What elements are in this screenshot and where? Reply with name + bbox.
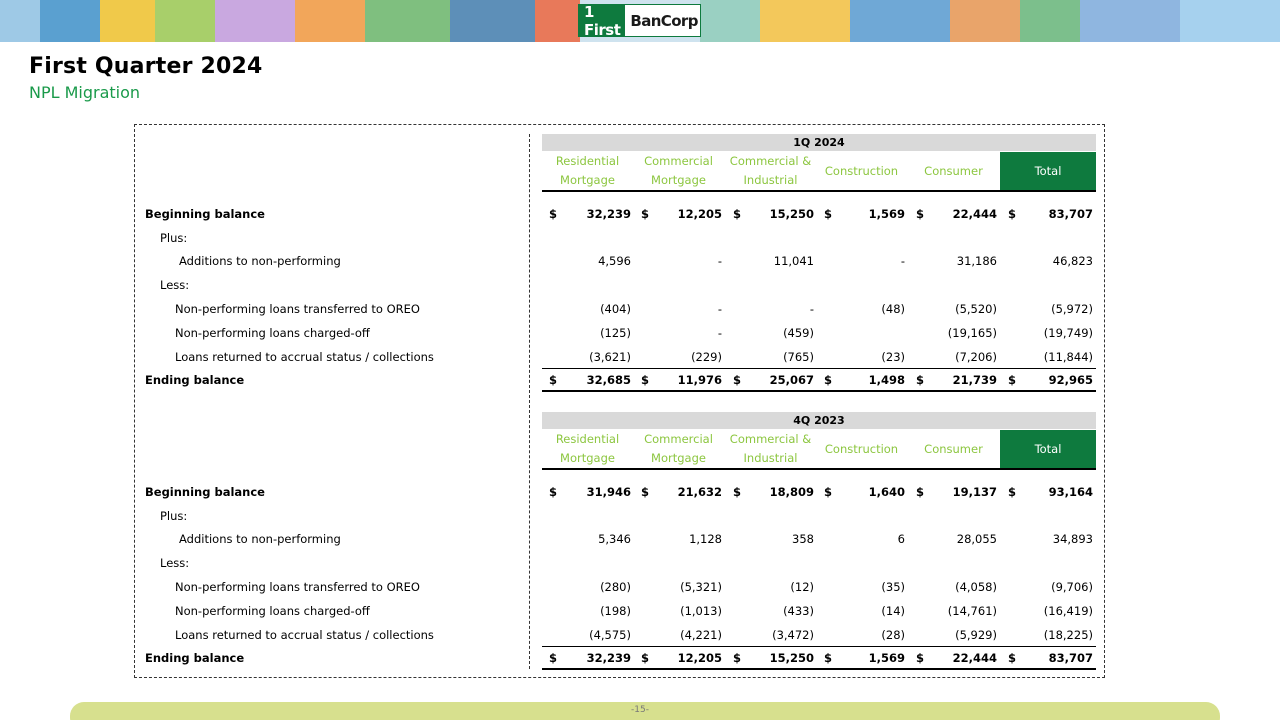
header-banner (0, 0, 1280, 42)
cell-value: 46,823 (1052, 254, 1093, 268)
cell-value: 1,128 (689, 532, 722, 546)
cell-value: (18,225) (1043, 628, 1093, 642)
column-header: Commercial Mortgage (644, 154, 713, 187)
cell-value: (7,206) (955, 350, 997, 364)
cell-value: (198) (600, 604, 631, 618)
cell-value: 11,041 (773, 254, 814, 268)
cell-value: 15,250 (769, 207, 814, 221)
column-header: Commercial Mortgage (644, 432, 713, 465)
column-header: Consumer (924, 163, 983, 178)
cell-value: 5,346 (598, 532, 631, 546)
currency-symbol: $ (824, 373, 833, 387)
currency-symbol: $ (916, 485, 925, 499)
currency-symbol: $ (824, 207, 833, 221)
currency-symbol: $ (549, 651, 558, 665)
column-header: Total (1000, 430, 1096, 468)
cell-value: 32,239 (586, 207, 631, 221)
cell-value: (16,419) (1043, 604, 1093, 618)
cell-value: (5,972) (1051, 302, 1093, 316)
row-label: Non-performing loans transferred to OREO (175, 302, 420, 316)
currency-symbol: $ (549, 373, 558, 387)
cell-value: (35) (881, 580, 905, 594)
cell-value: 1,498 (868, 373, 905, 387)
page-title: First Quarter 2024 (29, 54, 263, 79)
cell-value: (5,929) (955, 628, 997, 642)
cell-value: (4,221) (680, 628, 722, 642)
currency-symbol: $ (824, 485, 833, 499)
cell-value: 11,976 (677, 373, 722, 387)
column-header: Residential Mortgage (555, 432, 620, 465)
cell-value: (28) (881, 628, 905, 642)
currency-symbol: $ (641, 651, 650, 665)
cell-value: (433) (783, 604, 814, 618)
row-label: Beginning balance (145, 207, 265, 221)
cell-value: 12,205 (677, 207, 722, 221)
currency-symbol: $ (824, 651, 833, 665)
cell-value: - (900, 254, 905, 268)
currency-symbol: $ (1008, 373, 1017, 387)
cell-value: (3,472) (772, 628, 814, 642)
period-header: 1Q 2024 (542, 134, 1096, 151)
row-label: Non-performing loans charged-off (175, 326, 370, 340)
cell-value: 32,685 (586, 373, 631, 387)
currency-symbol: $ (916, 651, 925, 665)
total-rule (542, 668, 1096, 670)
cell-value: 21,632 (677, 485, 722, 499)
cell-value: 83,707 (1048, 207, 1093, 221)
cell-value: 18,809 (769, 485, 814, 499)
cell-value: (4,575) (589, 628, 631, 642)
cell-value: 31,946 (586, 485, 631, 499)
cell-value: 15,250 (769, 651, 814, 665)
currency-symbol: $ (916, 373, 925, 387)
cell-value: 12,205 (677, 651, 722, 665)
cell-value: (125) (600, 326, 631, 340)
cell-value: 1,640 (868, 485, 905, 499)
cell-value: (280) (600, 580, 631, 594)
cell-value: (1,013) (680, 604, 722, 618)
cell-value: (19,165) (947, 326, 997, 340)
row-label: Plus: (160, 509, 188, 523)
currency-symbol: $ (733, 373, 742, 387)
row-label: Non-performing loans transferred to OREO (175, 580, 420, 594)
currency-symbol: $ (549, 207, 558, 221)
page-subtitle: NPL Migration (29, 83, 141, 102)
cell-value: - (717, 326, 722, 340)
cell-value: (19,749) (1043, 326, 1093, 340)
cell-value: (12) (790, 580, 814, 594)
column-header: Commercial & Industrial (729, 432, 812, 465)
row-label: Loans returned to accrual status / collections (175, 350, 434, 364)
page-number: -15- (631, 705, 649, 715)
column-header: Total (1000, 152, 1096, 190)
cell-value: (229) (691, 350, 722, 364)
row-label: Beginning balance (145, 485, 265, 499)
row-label: Additions to non-performing (179, 532, 341, 546)
cell-value: 93,164 (1048, 485, 1093, 499)
cell-value: - (717, 302, 722, 316)
cell-value: (5,520) (955, 302, 997, 316)
cell-value: (23) (881, 350, 905, 364)
cell-value: 6 (897, 532, 905, 546)
header-rule (542, 190, 1096, 192)
currency-symbol: $ (1008, 485, 1017, 499)
column-header: Commercial & Industrial (729, 154, 812, 187)
cell-value: 1,569 (868, 207, 905, 221)
cell-value: (48) (881, 302, 905, 316)
total-rule (542, 390, 1096, 392)
cell-value: (459) (783, 326, 814, 340)
row-label: Additions to non-performing (179, 254, 341, 268)
currency-symbol: $ (549, 485, 558, 499)
currency-symbol: $ (1008, 651, 1017, 665)
cell-value: (765) (783, 350, 814, 364)
bank-logo: 1 First BanCorp (578, 4, 701, 37)
cell-value: 1,569 (868, 651, 905, 665)
cell-value: (14,761) (947, 604, 997, 618)
cell-value: - (809, 302, 814, 316)
row-label: Less: (160, 556, 190, 570)
cell-value: 25,067 (769, 373, 814, 387)
cell-value: 28,055 (956, 532, 997, 546)
row-label: Non-performing loans charged-off (175, 604, 370, 618)
currency-symbol: $ (641, 207, 650, 221)
currency-symbol: $ (1008, 207, 1017, 221)
currency-symbol: $ (916, 207, 925, 221)
cell-value: (4,058) (955, 580, 997, 594)
cell-value: (9,706) (1051, 580, 1093, 594)
column-header: Construction (824, 441, 899, 456)
cell-value: (14) (881, 604, 905, 618)
column-header: Construction (824, 163, 899, 178)
row-label: Less: (160, 278, 190, 292)
row-label: Plus: (160, 231, 188, 245)
subtotal-rule (542, 368, 1096, 369)
cell-value: 22,444 (952, 651, 997, 665)
currency-symbol: $ (733, 207, 742, 221)
row-label: Ending balance (145, 651, 245, 665)
currency-symbol: $ (733, 651, 742, 665)
cell-value: (404) (600, 302, 631, 316)
cell-value: 92,965 (1048, 373, 1093, 387)
cell-value: 32,239 (586, 651, 631, 665)
cell-value: (5,321) (680, 580, 722, 594)
cell-value: 19,137 (952, 485, 997, 499)
row-label: Loans returned to accrual status / collections (175, 628, 434, 642)
column-header: Residential Mortgage (555, 154, 620, 187)
cell-value: 21,739 (952, 373, 997, 387)
currency-symbol: $ (733, 485, 742, 499)
row-label: Ending balance (145, 373, 245, 387)
cell-value: (3,621) (589, 350, 631, 364)
subtotal-rule (542, 646, 1096, 647)
cell-value: 31,186 (956, 254, 997, 268)
header-rule (542, 468, 1096, 470)
currency-symbol: $ (641, 485, 650, 499)
cell-value: (11,844) (1043, 350, 1093, 364)
cell-value: 34,893 (1052, 532, 1093, 546)
cell-value: 4,596 (598, 254, 631, 268)
currency-symbol: $ (641, 373, 650, 387)
cell-value: 358 (792, 532, 814, 546)
period-header: 4Q 2023 (542, 412, 1096, 429)
column-header: Consumer (924, 441, 983, 456)
label-divider (529, 134, 530, 669)
cell-value: - (717, 254, 722, 268)
cell-value: 22,444 (952, 207, 997, 221)
cell-value: 83,707 (1048, 651, 1093, 665)
